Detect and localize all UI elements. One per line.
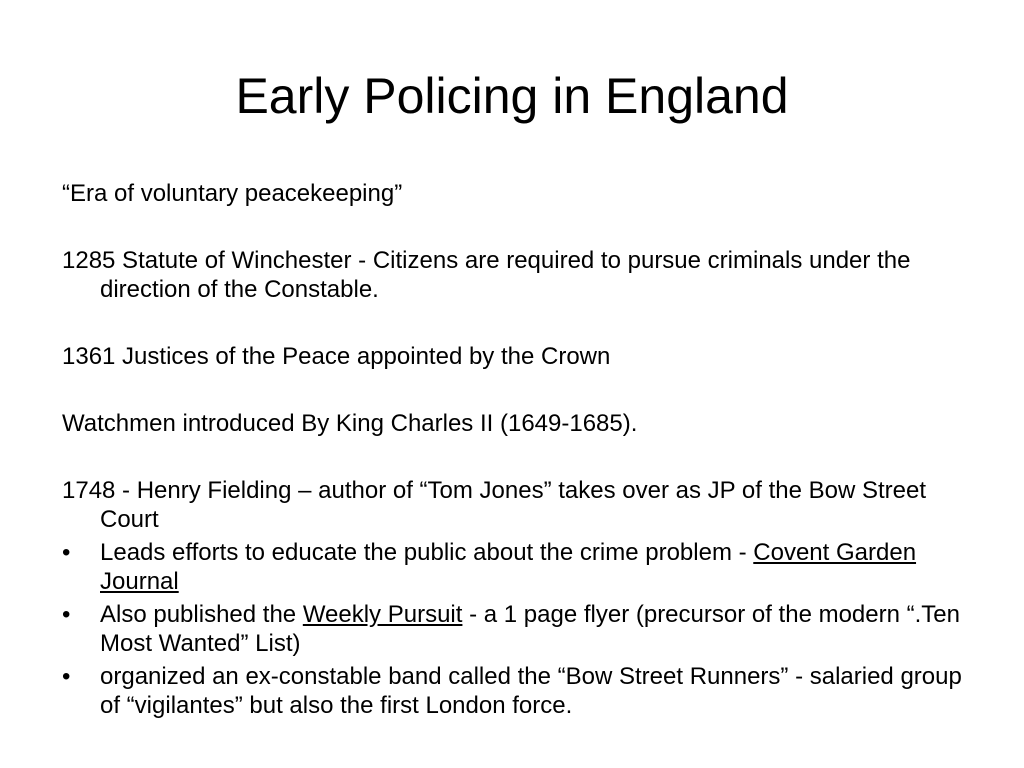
bullet-text: Also published the [100,601,303,628]
paragraph-era: “Era of voluntary peacekeeping” [62,180,403,207]
slide-body [62,179,962,724]
bullet-text: Leads efforts to educate the public about the crime problem - [100,539,754,566]
bullet-item [62,662,962,720]
covent-garden-journal-title: Covent Garden Journal [100,539,917,595]
bullet-item [62,538,962,596]
bullet-text: organized an ex-constable band called the “Bow Street Runners” - salaried group of “vigilantes” but also the first London force. [100,663,962,719]
paragraph-1285: 1285 Statute of Winchester - Citizens are required to pursue criminals under the direction of the Constable. [62,247,911,303]
paragraph-1361: 1361 Justices of the Peace appointed by the Crown [62,343,611,370]
paragraph-watchmen: Watchmen introduced By King Charles II (1649-1685). [62,410,638,437]
paragraph-1748: 1748 - Henry Fielding – author of “Tom Jones” takes over as JP of the Bow Street Court [62,477,926,533]
bullet-dot-icon: • [62,663,71,690]
bullet-dot-icon: • [62,539,71,566]
bullet-dot-icon: • [62,601,71,628]
bullet-item [62,600,962,658]
bullet-text-after: - a 1 page flyer (precursor of the modern “.Ten Most Wanted” List) [100,601,960,657]
weekly-pursuit-title: Weekly Pursuit [302,601,463,628]
slide-title: Early Policing in England [235,68,789,124]
